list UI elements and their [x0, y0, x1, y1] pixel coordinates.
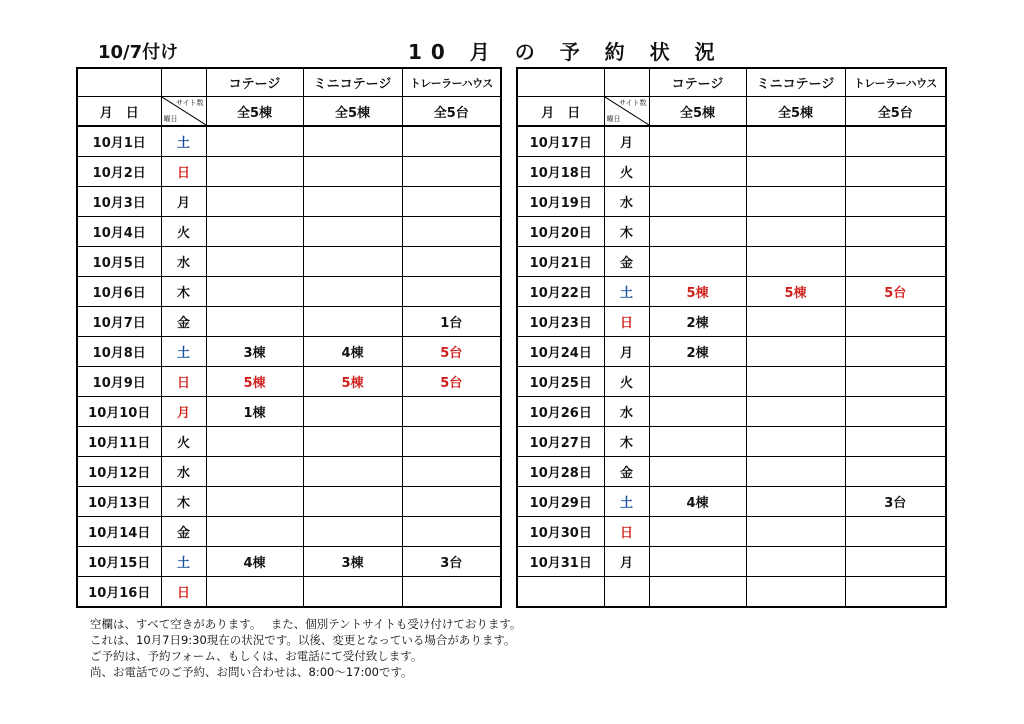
date-cell: 10月13日: [77, 487, 161, 517]
mini-cottage-cell: 3棟: [303, 547, 402, 577]
cottage-cell: [649, 547, 746, 577]
cottage-cell: [206, 307, 303, 337]
trailer-house-cell: 5台: [402, 367, 501, 397]
date-cell: 10月11日: [77, 427, 161, 457]
date-cell: 10月8日: [77, 337, 161, 367]
table-row: [77, 126, 501, 157]
cottage-cell: 3棟: [206, 337, 303, 367]
header-row-capacity: [77, 97, 501, 127]
capacity-header: 全5台: [402, 97, 501, 127]
mini-cottage-cell: [303, 247, 402, 277]
cottage-cell: [206, 217, 303, 247]
mini-cottage-cell: [746, 367, 845, 397]
table-row: [77, 487, 501, 517]
cottage-cell: [206, 517, 303, 547]
trailer-house-cell: [845, 517, 946, 547]
cottage-cell: 2棟: [649, 337, 746, 367]
mini-cottage-cell: [303, 457, 402, 487]
mini-cottage-cell: [303, 517, 402, 547]
capacity-header: 全5棟: [303, 97, 402, 127]
weekday-cell: [604, 577, 649, 608]
site-count-label: サイト数: [175, 99, 204, 107]
date-cell: 10月6日: [77, 277, 161, 307]
date-cell: 10月2日: [77, 157, 161, 187]
note-line: これは、10月7日9:30現在の状況です。以後、変更となっている場合があります。: [90, 633, 516, 647]
weekday-cell: 月: [161, 397, 206, 427]
mini-cottage-cell: [746, 187, 845, 217]
table-row: [517, 397, 946, 427]
date-cell: 10月7日: [77, 307, 161, 337]
footer-notes: [90, 616, 521, 680]
cottage-cell: [649, 397, 746, 427]
trailer-house-cell: 5台: [402, 337, 501, 367]
weekday-cell: 水: [604, 187, 649, 217]
note-line: ご予約は、予約フォーム、もしくは、お電話にて受付致します。: [90, 649, 423, 663]
date-cell: 10月12日: [77, 457, 161, 487]
trailer-house-cell: [845, 247, 946, 277]
table-row: [77, 217, 501, 247]
table-row: [77, 517, 501, 547]
weekday-cell: 日: [604, 517, 649, 547]
cottage-cell: [649, 427, 746, 457]
trailer-house-cell: [402, 487, 501, 517]
trailer-house-cell: [402, 397, 501, 427]
table-row: [517, 337, 946, 367]
column-header-type: ミニコテージ: [746, 68, 845, 97]
table-row: [77, 577, 501, 608]
day-column-header: [161, 97, 206, 127]
mini-cottage-cell: [746, 247, 845, 277]
date-cell: 10月1日: [77, 126, 161, 157]
date-column-header: 月 日: [77, 97, 161, 127]
date-label: 10/7付け: [98, 42, 179, 63]
cottage-cell: [649, 187, 746, 217]
date-cell: 10月3日: [77, 187, 161, 217]
date-cell: 10月24日: [517, 337, 604, 367]
date-cell: 10月17日: [517, 126, 604, 157]
weekday-cell: 金: [161, 517, 206, 547]
weekday-cell: 土: [604, 487, 649, 517]
reservation-table-right: [516, 67, 947, 608]
table-row: [77, 277, 501, 307]
table-row: [77, 547, 501, 577]
mini-cottage-cell: [303, 307, 402, 337]
cottage-cell: [649, 577, 746, 608]
table-row: [77, 247, 501, 277]
weekday-cell: 木: [604, 427, 649, 457]
weekday-cell: 木: [161, 277, 206, 307]
header-row-capacity: [517, 97, 946, 127]
capacity-header: 全5台: [845, 97, 946, 127]
table-row: [77, 307, 501, 337]
weekday-cell: 月: [161, 187, 206, 217]
trailer-house-cell: [845, 367, 946, 397]
date-cell: 10月4日: [77, 217, 161, 247]
trailer-house-cell: 1台: [402, 307, 501, 337]
page-title: 10 月 の 予 約 状 況: [408, 40, 724, 64]
mini-cottage-cell: [303, 157, 402, 187]
cottage-cell: [649, 367, 746, 397]
note-line: 尚、お電話でのご予約、お問い合わせは、8:00～17:00です。: [90, 665, 413, 679]
trailer-house-cell: [402, 457, 501, 487]
weekday-cell: 月: [604, 337, 649, 367]
weekday-cell: 日: [161, 367, 206, 397]
cottage-cell: [206, 277, 303, 307]
trailer-house-cell: [845, 126, 946, 157]
date-cell: 10月31日: [517, 547, 604, 577]
date-cell: 10月16日: [77, 577, 161, 608]
table-row: [77, 157, 501, 187]
weekday-cell: 土: [604, 277, 649, 307]
weekday-cell: 金: [604, 247, 649, 277]
mini-cottage-cell: [746, 307, 845, 337]
column-header-type: コテージ: [649, 68, 746, 97]
cottage-cell: [206, 457, 303, 487]
weekday-cell: 木: [161, 487, 206, 517]
trailer-house-cell: [845, 397, 946, 427]
trailer-house-cell: [845, 217, 946, 247]
weekday-label: 曜日: [606, 115, 621, 123]
weekday-cell: 火: [604, 367, 649, 397]
cottage-cell: [206, 187, 303, 217]
table-row: [517, 367, 946, 397]
mini-cottage-cell: 5棟: [303, 367, 402, 397]
cottage-cell: [206, 487, 303, 517]
header-blank-cell: [161, 68, 206, 97]
weekday-cell: 土: [161, 126, 206, 157]
reservation-table-left: [76, 67, 502, 608]
weekday-cell: 火: [161, 427, 206, 457]
mini-cottage-cell: [746, 157, 845, 187]
mini-cottage-cell: [746, 457, 845, 487]
trailer-house-cell: [845, 547, 946, 577]
mini-cottage-cell: [746, 337, 845, 367]
capacity-header: 全5棟: [206, 97, 303, 127]
date-cell: 10月28日: [517, 457, 604, 487]
weekday-cell: 月: [604, 126, 649, 157]
date-cell: 10月25日: [517, 367, 604, 397]
mini-cottage-cell: [303, 187, 402, 217]
weekday-cell: 土: [161, 337, 206, 367]
mini-cottage-cell: [303, 427, 402, 457]
trailer-house-cell: [402, 217, 501, 247]
mini-cottage-cell: [746, 547, 845, 577]
trailer-house-cell: [402, 577, 501, 608]
site-count-label: サイト数: [618, 99, 647, 107]
table-row: [517, 307, 946, 337]
weekday-label: 曜日: [163, 115, 178, 123]
table-row: [517, 577, 946, 608]
date-cell: 10月15日: [77, 547, 161, 577]
header-row-types: [77, 68, 501, 97]
note-line: 空欄は、すべて空きがあります。 また、個別テントサイトも受け付けております。: [90, 617, 522, 631]
cottage-cell: 1棟: [206, 397, 303, 427]
table-row: [517, 217, 946, 247]
date-cell: [517, 577, 604, 608]
cottage-cell: [206, 577, 303, 608]
cottage-cell: 5棟: [649, 277, 746, 307]
cottage-cell: [649, 157, 746, 187]
column-header-type: コテージ: [206, 68, 303, 97]
cottage-cell: [206, 247, 303, 277]
date-cell: 10月23日: [517, 307, 604, 337]
table-row: [517, 157, 946, 187]
table-row: [517, 277, 946, 307]
date-cell: 10月9日: [77, 367, 161, 397]
column-header-type: トレーラーハウス: [402, 68, 501, 97]
cottage-cell: [649, 517, 746, 547]
table-row: [517, 487, 946, 517]
table-row: [517, 517, 946, 547]
date-cell: 10月21日: [517, 247, 604, 277]
trailer-house-cell: [845, 427, 946, 457]
table-row: [517, 457, 946, 487]
trailer-house-cell: [845, 457, 946, 487]
table-row: [77, 427, 501, 457]
trailer-house-cell: [845, 157, 946, 187]
cottage-cell: [206, 427, 303, 457]
cottage-cell: [206, 157, 303, 187]
date-cell: 10月26日: [517, 397, 604, 427]
mini-cottage-cell: [746, 217, 845, 247]
trailer-house-cell: [402, 247, 501, 277]
cottage-cell: [649, 126, 746, 157]
trailer-house-cell: [845, 577, 946, 608]
trailer-house-cell: [402, 427, 501, 457]
weekday-cell: 日: [604, 307, 649, 337]
header-row-types: [517, 68, 946, 97]
weekday-cell: 日: [161, 157, 206, 187]
mini-cottage-cell: [303, 217, 402, 247]
mini-cottage-cell: 4棟: [303, 337, 402, 367]
day-column-header: [604, 97, 649, 127]
table-row: [77, 457, 501, 487]
weekday-cell: 金: [161, 307, 206, 337]
column-header-type: ミニコテージ: [303, 68, 402, 97]
weekday-cell: 火: [604, 157, 649, 187]
weekday-cell: 月: [604, 547, 649, 577]
mini-cottage-cell: 5棟: [746, 277, 845, 307]
weekday-cell: 木: [604, 217, 649, 247]
date-cell: 10月18日: [517, 157, 604, 187]
date-cell: 10月20日: [517, 217, 604, 247]
cottage-cell: [649, 457, 746, 487]
table-row: [517, 126, 946, 157]
table-row: [517, 187, 946, 217]
trailer-house-cell: 5台: [845, 277, 946, 307]
weekday-cell: 水: [161, 247, 206, 277]
trailer-house-cell: [845, 187, 946, 217]
header-blank-cell: [604, 68, 649, 97]
trailer-house-cell: [845, 307, 946, 337]
trailer-house-cell: [402, 187, 501, 217]
date-cell: 10月27日: [517, 427, 604, 457]
mini-cottage-cell: [303, 277, 402, 307]
capacity-header: 全5棟: [746, 97, 845, 127]
weekday-cell: 土: [161, 547, 206, 577]
mini-cottage-cell: [746, 126, 845, 157]
cottage-cell: 2棟: [649, 307, 746, 337]
date-cell: 10月22日: [517, 277, 604, 307]
table-row: [517, 547, 946, 577]
capacity-header: 全5棟: [649, 97, 746, 127]
trailer-house-cell: 3台: [845, 487, 946, 517]
date-cell: 10月14日: [77, 517, 161, 547]
mini-cottage-cell: [746, 397, 845, 427]
column-header-type: トレーラーハウス: [845, 68, 946, 97]
cottage-cell: 5棟: [206, 367, 303, 397]
weekday-cell: 日: [161, 577, 206, 608]
weekday-cell: 火: [161, 217, 206, 247]
trailer-house-cell: [845, 337, 946, 367]
trailer-house-cell: [402, 277, 501, 307]
mini-cottage-cell: [303, 397, 402, 427]
table-row: [77, 187, 501, 217]
table-row: [77, 337, 501, 367]
mini-cottage-cell: [746, 427, 845, 457]
trailer-house-cell: 3台: [402, 547, 501, 577]
cottage-cell: [649, 247, 746, 277]
mini-cottage-cell: [303, 126, 402, 157]
cottage-cell: 4棟: [649, 487, 746, 517]
trailer-house-cell: [402, 517, 501, 547]
table-row: [517, 427, 946, 457]
date-cell: 10月19日: [517, 187, 604, 217]
mini-cottage-cell: [303, 487, 402, 517]
date-cell: 10月30日: [517, 517, 604, 547]
cottage-cell: [206, 126, 303, 157]
mini-cottage-cell: [303, 577, 402, 608]
date-cell: 10月5日: [77, 247, 161, 277]
date-cell: 10月10日: [77, 397, 161, 427]
weekday-cell: 水: [604, 397, 649, 427]
table-row: [77, 367, 501, 397]
cottage-cell: [649, 217, 746, 247]
trailer-house-cell: [402, 126, 501, 157]
mini-cottage-cell: [746, 577, 845, 608]
weekday-cell: 水: [161, 457, 206, 487]
weekday-cell: 金: [604, 457, 649, 487]
mini-cottage-cell: [746, 487, 845, 517]
header-blank-cell: [517, 68, 604, 97]
cottage-cell: 4棟: [206, 547, 303, 577]
header-blank-cell: [77, 68, 161, 97]
table-row: [77, 397, 501, 427]
date-column-header: 月 日: [517, 97, 604, 127]
table-row: [517, 247, 946, 277]
mini-cottage-cell: [746, 517, 845, 547]
trailer-house-cell: [402, 157, 501, 187]
date-cell: 10月29日: [517, 487, 604, 517]
